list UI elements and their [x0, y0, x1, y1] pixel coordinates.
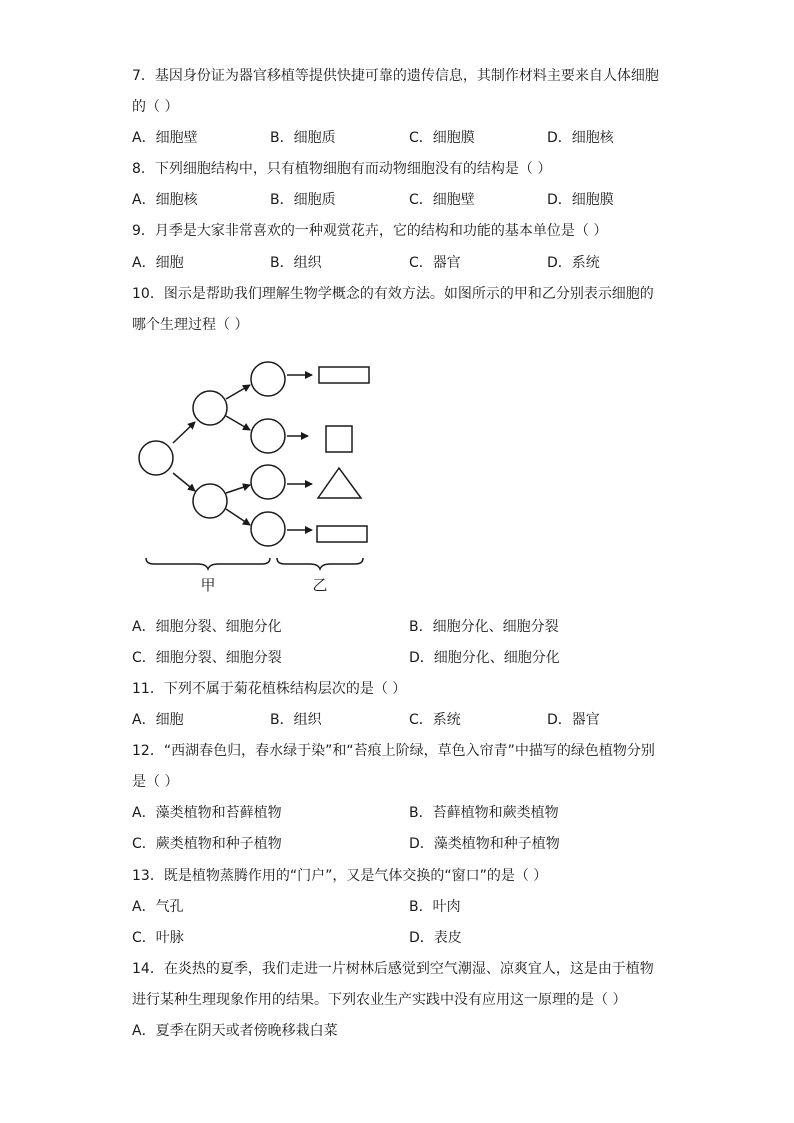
brace-jia [146, 558, 270, 569]
cell-gen2-4 [251, 512, 285, 546]
label-jia: 甲 [200, 576, 216, 594]
arrow-bottom-to-cell3 [226, 485, 250, 493]
arrow-parent-to-top [173, 422, 195, 443]
q12-option-b[interactable]: B．苔藓植物和蕨类植物 [409, 805, 559, 821]
cell-gen2-2 [251, 419, 285, 453]
arrow-bottom-to-cell4 [226, 509, 250, 525]
q7-stem-line1: 7．基因身份证为器官移植等提供快捷可靠的遗传信息，其制作材料主要来自人体细胞 [132, 68, 659, 84]
q12-stem-line1: 12．“西湖春色归，春水绿于染”和“苔痕上阶绿，草色入帘青”中描写的绿色植物分别 [132, 743, 655, 759]
q10-option-b[interactable]: B．细胞分化、细胞分裂 [409, 619, 559, 635]
cell-gen2-1 [251, 362, 285, 396]
tissue-triangle [318, 468, 361, 498]
tissue-rectangle-bottom [317, 526, 367, 542]
q10-stem-line2: 哪个生理过程（ ） [132, 317, 249, 333]
label-yi: 乙 [312, 576, 328, 594]
q10-stem-line1: 10．图示是帮助我们理解生物学概念的有效方法。如图所示的甲和乙分别表示细胞的 [132, 286, 654, 302]
arrow-parent-to-bottom [173, 473, 195, 491]
q13-option-a[interactable]: A．气孔 [132, 899, 184, 915]
cell-gen1-bottom [193, 484, 227, 518]
q12-option-d[interactable]: D．藻类植物和种子植物 [409, 836, 560, 852]
cell-gen2-3 [251, 465, 285, 499]
arrow-top-to-cell2 [226, 416, 250, 430]
q11-option-b[interactable]: B．组织 [270, 712, 322, 728]
q11-option-a[interactable]: A．细胞 [132, 712, 184, 728]
q10-option-d[interactable]: D．细胞分化、细胞分化 [409, 650, 560, 666]
q13-stem: 13．既是植物蒸腾作用的“门户”，又是气体交换的“窗口”的是（ ） [132, 868, 548, 884]
q13-option-b[interactable]: B．叶肉 [409, 899, 461, 915]
q8-option-b[interactable]: B．细胞质 [270, 192, 336, 208]
tissue-rectangle-top [319, 367, 369, 383]
q9-option-a[interactable]: A．细胞 [132, 255, 184, 271]
q10-option-c[interactable]: C．细胞分裂、细胞分裂 [132, 650, 282, 666]
cell-process-diagram [130, 350, 380, 600]
q11-option-c[interactable]: C．系统 [409, 712, 461, 728]
q9-option-d[interactable]: D．系统 [547, 255, 600, 271]
q7-stem-line2: 的（ ） [132, 99, 179, 115]
q8-option-a[interactable]: A．细胞核 [132, 192, 198, 208]
arrow-top-to-cell1 [226, 385, 250, 399]
q11-stem: 11．下列不属于菊花植株结构层次的是（ ） [132, 681, 407, 697]
q8-stem: 8．下列细胞结构中，只有植物细胞有而动物细胞没有的结构是（ ） [132, 161, 552, 177]
q7-option-d[interactable]: D．细胞核 [547, 130, 614, 146]
brace-yi [277, 558, 363, 569]
q12-option-c[interactable]: C．蕨类植物和种子植物 [132, 836, 282, 852]
q14-stem-line1: 14．在炎热的夏季，我们走进一片树林后感觉到空气潮湿、凉爽宜人，这是由于植物 [132, 961, 654, 977]
q14-stem-line2: 进行某种生理现象作用的结果。下列农业生产实践中没有应用这一原理的是（ ） [132, 992, 627, 1008]
q13-option-c[interactable]: C．叶脉 [132, 930, 184, 946]
q9-option-b[interactable]: B．组织 [270, 255, 322, 271]
q12-option-a[interactable]: A．藻类植物和苔藓植物 [132, 805, 282, 821]
cell-gen1-top [193, 391, 227, 425]
q14-option-a[interactable]: A．夏季在阴天或者傍晚移栽白菜 [132, 1023, 338, 1039]
q8-option-c[interactable]: C．细胞壁 [409, 192, 475, 208]
q7-option-c[interactable]: C．细胞膜 [409, 130, 475, 146]
q9-option-c[interactable]: C．器官 [409, 255, 461, 271]
q11-option-d[interactable]: D．器官 [547, 712, 600, 728]
q10-option-a[interactable]: A．细胞分裂、细胞分化 [132, 619, 282, 635]
q12-stem-line2: 是（ ） [132, 774, 179, 790]
q8-option-d[interactable]: D．细胞膜 [547, 192, 614, 208]
q7-option-b[interactable]: B．细胞质 [270, 130, 336, 146]
q9-stem: 9．月季是大家非常喜欢的一种观赏花卉，它的结构和功能的基本单位是（ ） [132, 223, 608, 239]
q13-option-d[interactable]: D．表皮 [409, 930, 462, 946]
q7-option-a[interactable]: A．细胞壁 [132, 130, 198, 146]
tissue-square [326, 426, 352, 452]
cell-parent [139, 441, 173, 475]
